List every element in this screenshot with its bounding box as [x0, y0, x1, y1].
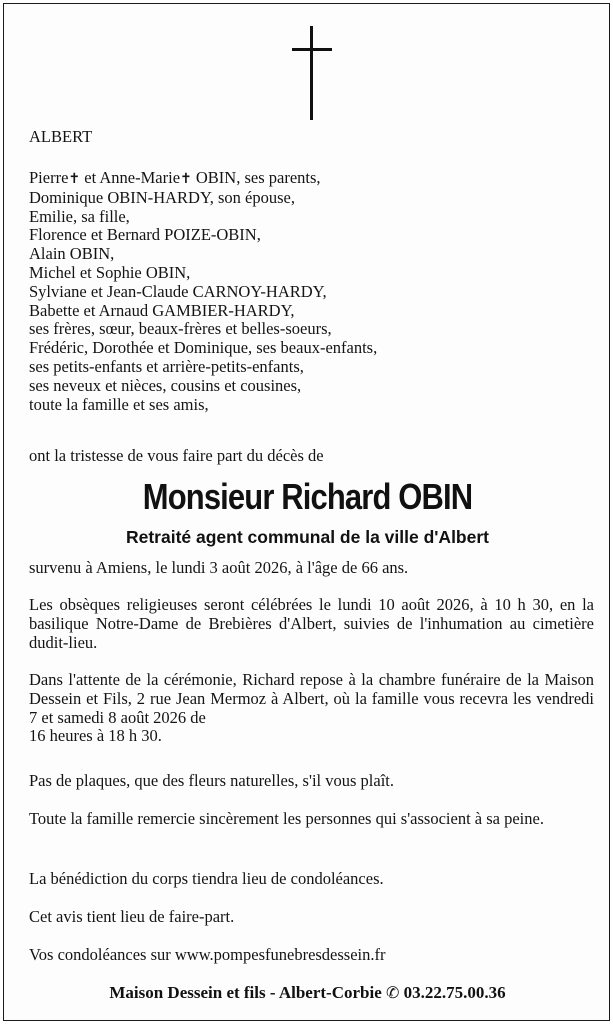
obituary-notice [3, 3, 610, 1021]
notice-paragraph: Cet avis tient lieu de faire-part. [29, 907, 235, 926]
family-line: Michel et Sophie OBIN, [29, 262, 191, 282]
family-list [29, 169, 594, 414]
family-line: toute la famille et ses amis, [29, 394, 209, 414]
repose-paragraph: Dans l'attente de la cérémonie, Richard repose à la chambre funéraire de la Maison Dessein et Fils, 2 rue Jean Mermoz à Albert, où la famille vous recevra les vendredi 7 et samedi 8 août 2026 de 16 heures à 18 h 30. [29, 670, 594, 746]
funeral-home-footer [4, 982, 611, 1004]
condolences-paragraph: Vos condoléances sur www.pompesfunebresdessein.fr [29, 945, 386, 964]
family-line: Babette et Arnaud GAMBIER-HARDY, [29, 300, 295, 320]
announcement: ont la tristesse de vous faire part du décès de [29, 446, 324, 465]
family-line-parents: Pierre✝ et Anne-Marie✝ OBIN, ses parents, [29, 168, 321, 187]
family-line: Frédéric, Dorothée et Dominique, ses beaux-enfants, [29, 338, 378, 358]
family-line: Dominique OBIN-HARDY, son épouse, [29, 187, 295, 207]
phone-icon: ✆ [386, 983, 400, 1002]
deceased-name: Monsieur Richard OBIN [142, 476, 473, 517]
family-line: ses petits-enfants et arrière-petits-enfants, [29, 356, 304, 376]
family-line: Alain OBIN, [29, 244, 115, 264]
thanks-paragraph: Toute la famille remercie sincèrement les personnes qui s'associent à sa peine. [29, 809, 544, 828]
dagger-icon: ✝ [180, 171, 192, 187]
dagger-icon: ✝ [68, 171, 81, 187]
cross-icon [292, 26, 332, 120]
deceased-role: Retraité agent communal de la ville d'Albert [125, 527, 489, 547]
family-line: ses neveux et nièces, cousins et cousines, [29, 375, 302, 395]
blessing-paragraph: La bénédiction du corps tiendra lieu de condoléances. [29, 869, 384, 888]
flowers-paragraph: Pas de plaques, que des fleurs naturelles, s'il vous plaît. [29, 771, 394, 790]
death-info: survenu à Amiens, le lundi 3 août 2026, à l'âge de 66 ans. [29, 558, 409, 577]
funeral-paragraph: Les obsèques religieuses seront célébrées le lundi 10 août 2026, à 10 h 30, en la basilique Notre-Dame de Brebières d'Albert, suivies de l'inhumation au cimetière dudit-lieu. [29, 595, 594, 652]
company-name: Maison Dessein et fils - Albert-Corbie [109, 983, 382, 1002]
town-name: ALBERT [29, 127, 93, 146]
family-line: ses frères, sœur, beaux-frères et belles-soeurs, [29, 319, 332, 339]
family-line: Emilie, sa fille, [29, 206, 130, 226]
family-line: Sylviane et Jean-Claude CARNOY-HARDY, [29, 281, 327, 301]
phone-number: 03.22.75.00.36 [403, 983, 506, 1002]
family-line: Florence et Bernard POIZE-OBIN, [29, 225, 261, 245]
